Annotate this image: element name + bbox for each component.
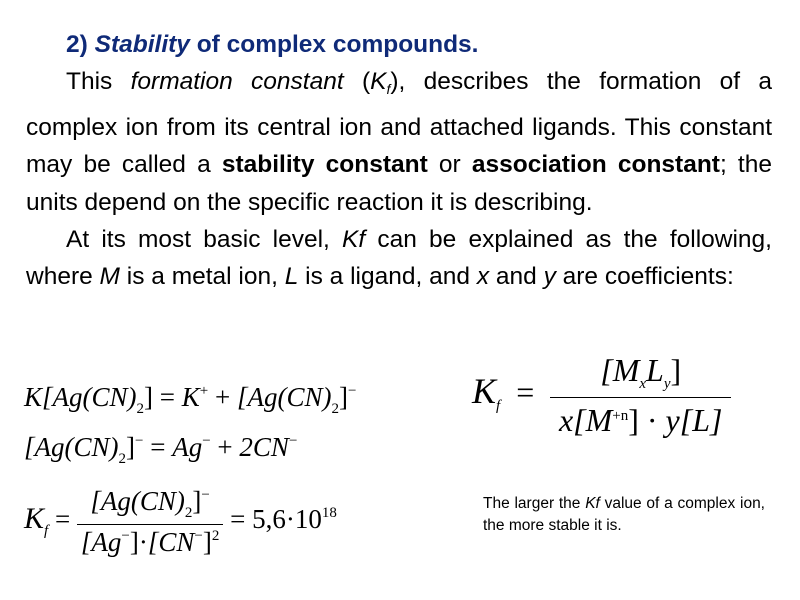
symbol-kf: Kf	[585, 495, 600, 512]
eq-subscript: 2	[136, 401, 145, 417]
symbol-y: y	[543, 263, 556, 291]
eq-charge: +n	[612, 408, 629, 424]
eq-symbol: [Ag(CN)	[236, 382, 332, 412]
text-run: can be explained as the following, where	[26, 226, 772, 291]
eq-symbol: [Ag(CN)	[90, 486, 185, 516]
eq-charge: −	[201, 487, 210, 503]
symbol-kf: Kf	[342, 226, 366, 254]
text-run: is a ligand, and	[298, 263, 477, 291]
eq-operator: =	[516, 373, 535, 410]
eq-charge: −	[194, 528, 203, 544]
general-denominator	[550, 398, 731, 439]
general-fraction	[550, 352, 731, 439]
eq-symbol: K	[24, 502, 45, 536]
eq-value: 5,6·10	[252, 504, 322, 535]
eq-operator: =	[150, 432, 166, 462]
heading-number: 2)	[66, 31, 88, 58]
kf-numerator	[77, 486, 223, 525]
eq-symbol: 2CN	[239, 432, 289, 462]
eq-operator: =	[159, 382, 175, 412]
text-run: or	[427, 151, 472, 179]
main-text	[26, 26, 772, 296]
eq-operator: +	[217, 432, 233, 462]
eq-subscript: x	[639, 376, 647, 392]
term-formation-constant: formation constant	[130, 68, 344, 96]
equation-dissociation-k	[24, 382, 356, 418]
eq-operator: =	[230, 504, 246, 535]
heading-rest: of complex compounds.	[196, 31, 479, 58]
text-run: value of a complex ion, the more stable it is.	[483, 495, 765, 534]
eq-operator: ·	[138, 527, 148, 557]
eq-charge: −	[121, 528, 130, 544]
eq-symbol: ]	[144, 382, 154, 412]
kf-fraction	[77, 486, 223, 558]
eq-symbol: K	[181, 382, 200, 412]
symbol-l: L	[284, 263, 299, 291]
eq-symbol: L	[646, 352, 664, 388]
eq-subscript: 2	[184, 505, 193, 521]
term-association-constant: association constant	[471, 151, 720, 179]
term-stability-constant: stability constant	[221, 151, 428, 179]
eq-subscript: y	[663, 376, 671, 392]
text-run: ; the units depend on the specific reaction it is describing.	[26, 151, 772, 216]
eq-symbol: [CN	[147, 527, 195, 557]
general-numerator	[550, 352, 731, 398]
eq-charge: −	[347, 383, 357, 399]
equation-kf-value	[24, 486, 337, 558]
eq-symbol: [Ag	[80, 527, 122, 557]
text-run: are coefficients:	[555, 263, 734, 291]
eq-symbol: ]	[129, 527, 139, 557]
symbol-k: K	[370, 68, 387, 96]
paragraph-formation-constant	[26, 63, 772, 221]
subscript-f: f	[386, 81, 391, 98]
eq-symbol: ]	[338, 382, 348, 412]
symbol-x: x	[476, 263, 490, 291]
section-heading	[26, 26, 772, 63]
eq-subscript: f	[496, 397, 501, 414]
eq-operator: +	[214, 382, 231, 412]
eq-subscript: 2	[331, 401, 339, 417]
eq-symbol: y[L]	[665, 402, 723, 438]
eq-charge: −	[202, 433, 211, 449]
eq-symbol: x[M	[558, 402, 613, 438]
eq-operator: =	[54, 504, 71, 535]
text-run: is a metal ion,	[119, 263, 285, 291]
eq-exponent: 2	[211, 528, 220, 544]
eq-subscript: f	[44, 523, 49, 540]
eq-symbol: K	[24, 382, 43, 412]
text-run: This	[66, 68, 131, 96]
text-run: ), describes the formation of a complex ion from its central ion and attached ligands. This constant may be called a	[26, 68, 773, 179]
eq-exponent: 18	[321, 505, 337, 522]
text-run: (	[343, 68, 371, 96]
eq-symbol: [M	[600, 352, 640, 388]
eq-charge: −	[288, 433, 298, 449]
eq-symbol: Ag	[172, 432, 203, 462]
eq-charge: +	[199, 383, 209, 399]
stability-note	[483, 493, 765, 536]
symbol-m: M	[99, 263, 120, 291]
kf-denominator	[77, 525, 223, 558]
eq-symbol: K	[472, 370, 497, 411]
eq-symbol: ]	[192, 486, 202, 516]
eq-symbol: [Ag(CN)	[42, 382, 137, 412]
text-run: and	[489, 263, 544, 291]
text-run: The larger the	[483, 495, 586, 512]
text-run: At its most basic level,	[66, 226, 343, 254]
paragraph-basic-level	[26, 221, 772, 296]
eq-symbol: ]	[670, 352, 682, 388]
heading-italic-word: Stability	[94, 31, 190, 58]
equation-complex-dissociation	[24, 432, 297, 468]
eq-operator: ] ·	[628, 402, 666, 438]
eq-symbol: ]	[202, 527, 212, 557]
equation-kf-general	[472, 352, 731, 439]
eq-charge: −	[135, 433, 144, 449]
eq-subscript: 2	[118, 451, 126, 467]
eq-symbol: [Ag(CN)	[24, 432, 119, 462]
eq-symbol: ]	[126, 432, 135, 462]
